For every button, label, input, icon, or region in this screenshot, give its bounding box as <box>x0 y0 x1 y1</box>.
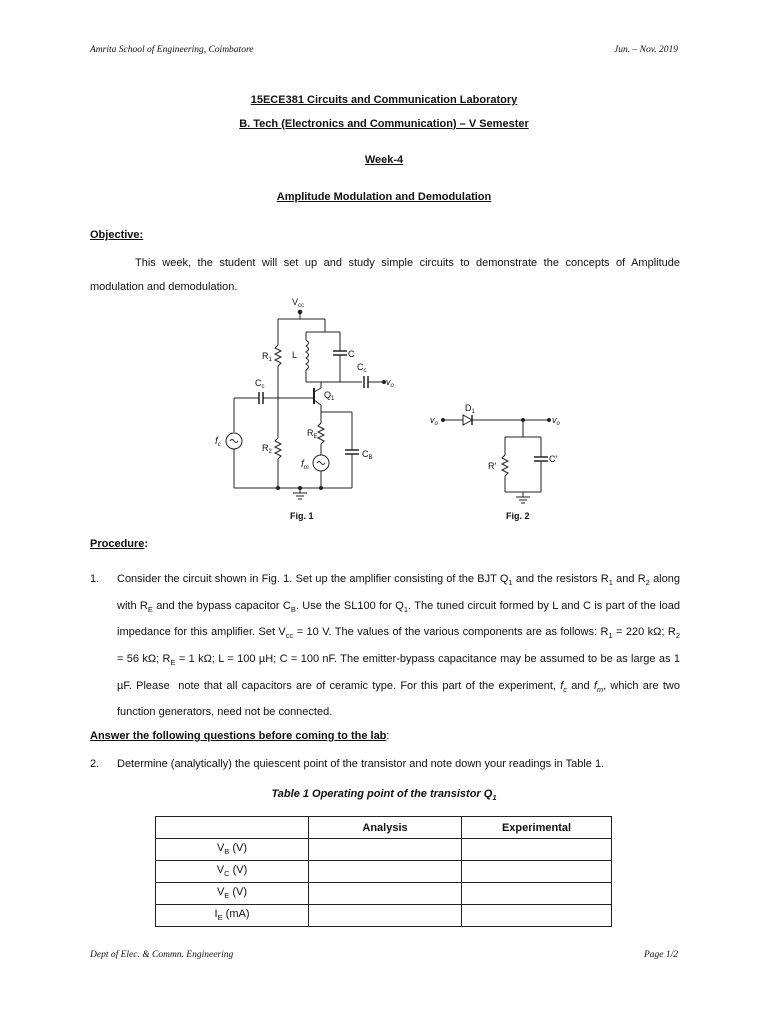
questions-heading: Answer the following questions before coming to the lab: <box>90 730 390 742</box>
week-title: Week-4 <box>364 154 404 166</box>
cell-analysis <box>309 861 462 883</box>
row-label-ve: $V_E$ (V) <box>156 883 309 905</box>
cell-experimental <box>462 861 612 883</box>
label-vcc: $V_{cc}$ <box>292 297 305 309</box>
label-cc-right: $C_c$ <box>357 362 367 374</box>
fig2-demodulator-circuit <box>442 415 551 503</box>
row-label-vc: $V_C$ (V) <box>156 861 309 883</box>
table-header-empty <box>156 817 309 839</box>
table-header-analysis: Analysis <box>309 817 462 839</box>
table-header-row <box>156 817 612 839</box>
table-row <box>156 883 612 905</box>
procedure-item-2: 2. Determine (analytically) the quiescent point of the transistor and note down your readings in Table 1. <box>90 758 605 770</box>
label-vo: $v_o$ <box>386 377 394 389</box>
cell-analysis <box>309 883 462 905</box>
label-q1: $Q_1$ <box>324 390 335 402</box>
operating-point-table <box>155 816 612 927</box>
label-fm: $f_m$ <box>301 459 309 471</box>
header-right: Jun. – Nov. 2019 <box>614 45 678 55</box>
course-title: 15ECE381 Circuits and Communication Laboratory <box>250 94 518 106</box>
procedure-heading: Procedure: <box>90 538 149 550</box>
objective-heading: Objective: <box>90 229 144 241</box>
row-label-ie: $I_E$ (mA) <box>156 905 309 927</box>
cell-experimental <box>462 883 612 905</box>
label-cc-left: $C_c$ <box>255 378 265 390</box>
label-vo-in: $v_o$ <box>430 415 438 427</box>
table-header-experimental: Experimental <box>462 817 612 839</box>
cell-analysis <box>309 905 462 927</box>
procedure-item-1: 1. Consider the circuit shown in Fig. 1. Set up the amplifier consisting of the BJT $Q_1$ and the resistors $R_1$ and $R_2$ along with $R_E$ and the bypass capacitor $C_B$. Use the SL100 for $Q_1$. The tuned circuit formed by L and C is part of the load impedance for this amplifier. Set $V_{cc} = 10$ V. The values of the various components are as follows: $R_1 = 220$ kΩ; $R_2 = 56$ kΩ; $R_E = 1$ kΩ; L = 100 µH; C = 100 nF. The emitter-bypass capacitance may be assumed to be as large as 1 µF. Please note that all capacitors are of ceramic type. For this part of the experiment, $f_c$ and $f_m$, which are two function generators, need not be connected. <box>90 573 681 719</box>
table-caption: Table 1 Operating point of the transistor $Q_1$ <box>271 788 497 803</box>
label-fc: $f_c$ <box>215 436 221 448</box>
table-row <box>156 861 612 883</box>
label-r2: $R_2$ <box>262 443 272 455</box>
fig2-caption: Fig. 2 <box>506 511 530 521</box>
table-row <box>156 839 612 861</box>
fig1-caption: Fig. 1 <box>290 511 314 521</box>
cell-analysis <box>309 839 462 861</box>
program-title: B. Tech (Electronics and Communication) – V Semester <box>239 118 529 130</box>
label-l: L <box>292 350 298 360</box>
label-vo-out: $v_o$ <box>552 415 560 427</box>
topic-title: Amplitude Modulation and Demodulation <box>276 191 492 203</box>
table-row <box>156 905 612 927</box>
label-cp: C′ <box>549 454 558 464</box>
row-label-vb: $V_B$ (V) <box>156 839 309 861</box>
label-rp: R′ <box>488 461 497 471</box>
label-r1: $R_1$ <box>262 351 272 363</box>
footer-left: Dept of Elec. & Commn. Engineering <box>90 950 234 960</box>
label-d1: $D_1$ <box>465 403 475 415</box>
objective-text: This week, the student will set up and study simple circuits to demonstrate the concepts of Amplitude modulation and demodulation. <box>90 257 680 293</box>
label-re: $R_E$ <box>307 428 318 440</box>
cell-experimental <box>462 905 612 927</box>
label-c: C <box>348 349 355 359</box>
header-left: Amrita School of Engineering, Coimbatore <box>90 45 254 55</box>
footer-right: Page 1/2 <box>643 950 678 960</box>
label-cb: $C_B$ <box>362 449 373 461</box>
cell-experimental <box>462 839 612 861</box>
